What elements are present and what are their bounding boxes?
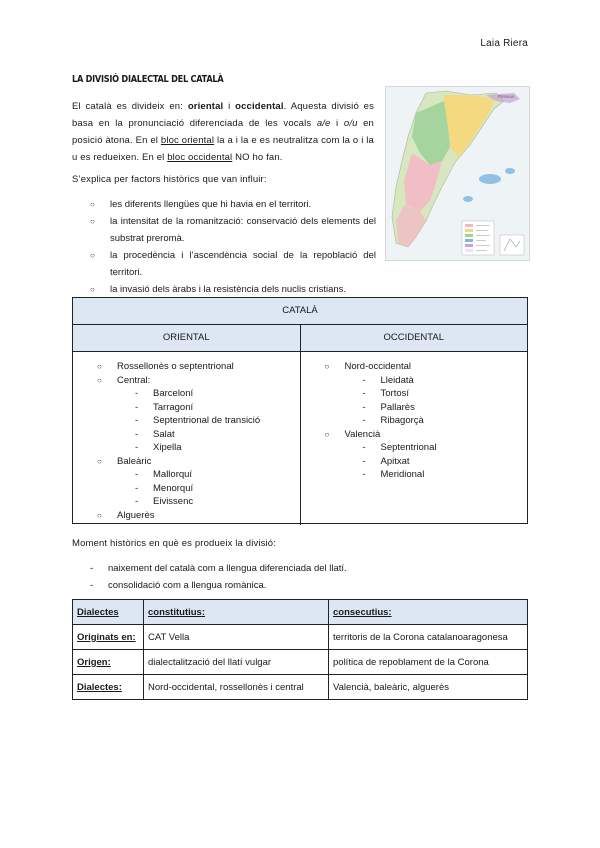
circle-bullet-icon: ○ — [97, 362, 102, 371]
subdialect-name: Apitxat — [380, 455, 410, 467]
oriental-cell — [73, 352, 301, 525]
list-item — [325, 360, 528, 374]
list-item — [97, 360, 300, 374]
list-item — [97, 482, 300, 496]
factor-text: la intensitat de la romanització: conservació dels elements del substrat preromà. — [110, 216, 376, 244]
list-item — [97, 401, 300, 415]
factor-text: les diferents llengües que hi havia en el territori. — [110, 199, 312, 210]
table-cell: política de repoblament de la Corona — [329, 650, 528, 675]
dash-bullet-icon: - — [135, 442, 139, 453]
subdialect-name: Menorquí — [153, 482, 194, 494]
table-cell: Valencià, baleàric, alguerès — [329, 675, 528, 700]
list-item — [325, 455, 528, 469]
list-item — [90, 560, 347, 577]
map-label: Pirineus — [498, 94, 515, 99]
vowels-ae: a/e — [316, 118, 331, 129]
intro-text: i — [223, 101, 236, 112]
subdialect-name: Eivissenc — [153, 496, 194, 507]
circle-bullet-icon: ○ — [324, 362, 330, 371]
table-cell: Nord-occidental, rossellonès i central — [144, 675, 329, 700]
dialect-name: Rossellonès o septentrional — [117, 361, 234, 372]
list-item — [97, 428, 300, 442]
list-item — [90, 247, 376, 281]
dash-bullet-icon: - — [135, 428, 139, 440]
dialect-name: Alguerès — [117, 509, 155, 521]
occidental-list — [325, 360, 528, 482]
table-cell: consecutius: — [329, 600, 528, 625]
list-item — [325, 441, 528, 455]
intro-text: en posició àtona. En el — [72, 118, 374, 146]
vowels-ou: o/u — [343, 118, 358, 129]
column-header-occidental: OCCIDENTAL — [301, 325, 528, 351]
list-item — [90, 196, 376, 213]
list-item — [325, 374, 528, 388]
dash-bullet-icon: - — [135, 415, 139, 426]
row-label: Dialectes — [73, 600, 144, 625]
dialects-origin-table — [72, 599, 528, 700]
dash-bullet-icon: - — [135, 482, 139, 494]
row-label: Origen: — [73, 650, 144, 675]
table-title: CATALÀ — [73, 298, 527, 325]
intro-text: El català es divideix en: — [72, 101, 188, 112]
table-row — [73, 675, 528, 700]
subdialect-name: Mallorquí — [153, 469, 193, 480]
row-label: Originats en: — [73, 625, 144, 650]
list-item — [325, 414, 528, 428]
factors-list — [90, 196, 376, 298]
row-label: Dialectes: — [73, 675, 144, 700]
moment-text: consolidació com a llengua romànica. — [108, 580, 267, 591]
intro-text: i — [330, 118, 344, 129]
moment-title: Moment històrics en què es produeix la divisió: — [72, 538, 277, 549]
subdialect-name: Lleidatà — [380, 374, 414, 386]
list-item — [90, 577, 347, 594]
catala-dialects-table — [72, 297, 528, 524]
list-item — [97, 441, 300, 455]
factor-text: la invasió dels àrabs i la resistència dels nuclis cristians. — [110, 284, 347, 295]
dialect-name: Nord-occidental — [344, 361, 412, 372]
list-item — [325, 428, 528, 442]
term-bloc-oriental: bloc oriental — [160, 135, 215, 146]
list-item — [90, 281, 376, 298]
term-bloc-occidental: bloc occidental — [167, 152, 233, 163]
intro-paragraph — [72, 98, 374, 166]
dash-bullet-icon: - — [362, 374, 366, 386]
subdialect-name: Xipella — [153, 442, 182, 453]
dash-bullet-icon: - — [362, 469, 366, 480]
circle-bullet-icon: ○ — [97, 510, 102, 520]
list-item — [97, 414, 300, 428]
list-item — [97, 509, 300, 523]
subdialect-name: Barceloní — [153, 388, 194, 399]
subdialect-name: Salat — [153, 428, 175, 440]
list-item — [325, 387, 528, 401]
term-occidental: occidental — [235, 101, 284, 112]
list-item — [97, 495, 300, 509]
table-cell: constitutius: — [144, 600, 329, 625]
subdialect-name: Septentrional — [380, 442, 437, 453]
list-item — [97, 468, 300, 482]
subdialect-name: Septentrional de transició — [153, 415, 261, 426]
list-item — [325, 401, 528, 415]
column-header-oriental: ORIENTAL — [73, 325, 301, 351]
table-row — [73, 600, 528, 625]
circle-bullet-icon: ○ — [97, 375, 102, 385]
dash-bullet-icon: - — [135, 388, 139, 399]
moment-text: naixement del català com a llengua diferenciada del llatí. — [108, 563, 347, 574]
list-item — [97, 387, 300, 401]
table-cell: territoris de la Corona catalanoaragonesa — [329, 625, 528, 650]
circle-bullet-icon: ○ — [324, 429, 330, 439]
dash-bullet-icon: - — [362, 388, 366, 399]
moment-list — [90, 560, 347, 594]
author-name: Laia Riera — [480, 38, 528, 49]
dash-bullet-icon: - — [362, 415, 366, 426]
table-row — [73, 650, 528, 675]
dialect-map-image — [385, 86, 530, 261]
subdialect-name: Pallarès — [380, 401, 415, 413]
explanation-text: S’explica per factors històrics que van influir: — [72, 174, 267, 185]
dash-bullet-icon: - — [90, 580, 94, 591]
dash-bullet-icon: - — [135, 469, 139, 480]
dash-bullet-icon: - — [135, 496, 139, 507]
dash-bullet-icon: - — [362, 401, 366, 413]
intro-text: NO ho fan. — [232, 152, 283, 163]
list-item — [97, 374, 300, 388]
oriental-list — [97, 360, 300, 522]
dash-bullet-icon: - — [362, 455, 366, 467]
table-cell: dialectalització del llatí vulgar — [144, 650, 329, 675]
circle-bullet-icon: ○ — [90, 217, 95, 226]
dash-bullet-icon: - — [135, 401, 139, 413]
circle-bullet-icon: ○ — [90, 200, 95, 209]
intro-text: la a i la e es neutralitza com la o i la u es redueixen. En el — [72, 135, 374, 163]
page-title: LA DIVISIÓ DIALECTAL DEL CATALÀ — [72, 74, 224, 85]
table-body — [73, 352, 527, 525]
dialect-map-drawing — [386, 87, 529, 260]
list-item — [325, 468, 528, 482]
term-oriental: oriental — [187, 101, 224, 112]
dash-bullet-icon: - — [90, 563, 94, 574]
list-item — [97, 455, 300, 469]
dialect-name: Baleàric — [117, 455, 152, 467]
subdialect-name: Ribagorçà — [380, 415, 424, 426]
dialect-name: Central: — [117, 374, 151, 386]
subdialect-name: Tarragoní — [153, 401, 194, 413]
intro-text: . Aquesta divisió es basa en la pronunciació diferenciada de les vocals — [72, 101, 374, 129]
circle-bullet-icon: ○ — [97, 456, 102, 466]
occidental-cell — [301, 352, 528, 525]
factor-text: la procedència i l’ascendència social de la repoblació del territori. — [110, 250, 376, 278]
dash-bullet-icon: - — [362, 442, 366, 453]
table-column-headers — [73, 325, 527, 352]
subdialect-name: Tortosí — [380, 388, 410, 399]
circle-bullet-icon: ○ — [90, 251, 95, 260]
list-item — [90, 213, 376, 247]
table-row — [73, 625, 528, 650]
dialect-name: Valencià — [344, 428, 381, 440]
subdialect-name: Meridional — [380, 469, 425, 480]
table-cell: CAT Vella — [144, 625, 329, 650]
circle-bullet-icon: ○ — [90, 285, 95, 294]
